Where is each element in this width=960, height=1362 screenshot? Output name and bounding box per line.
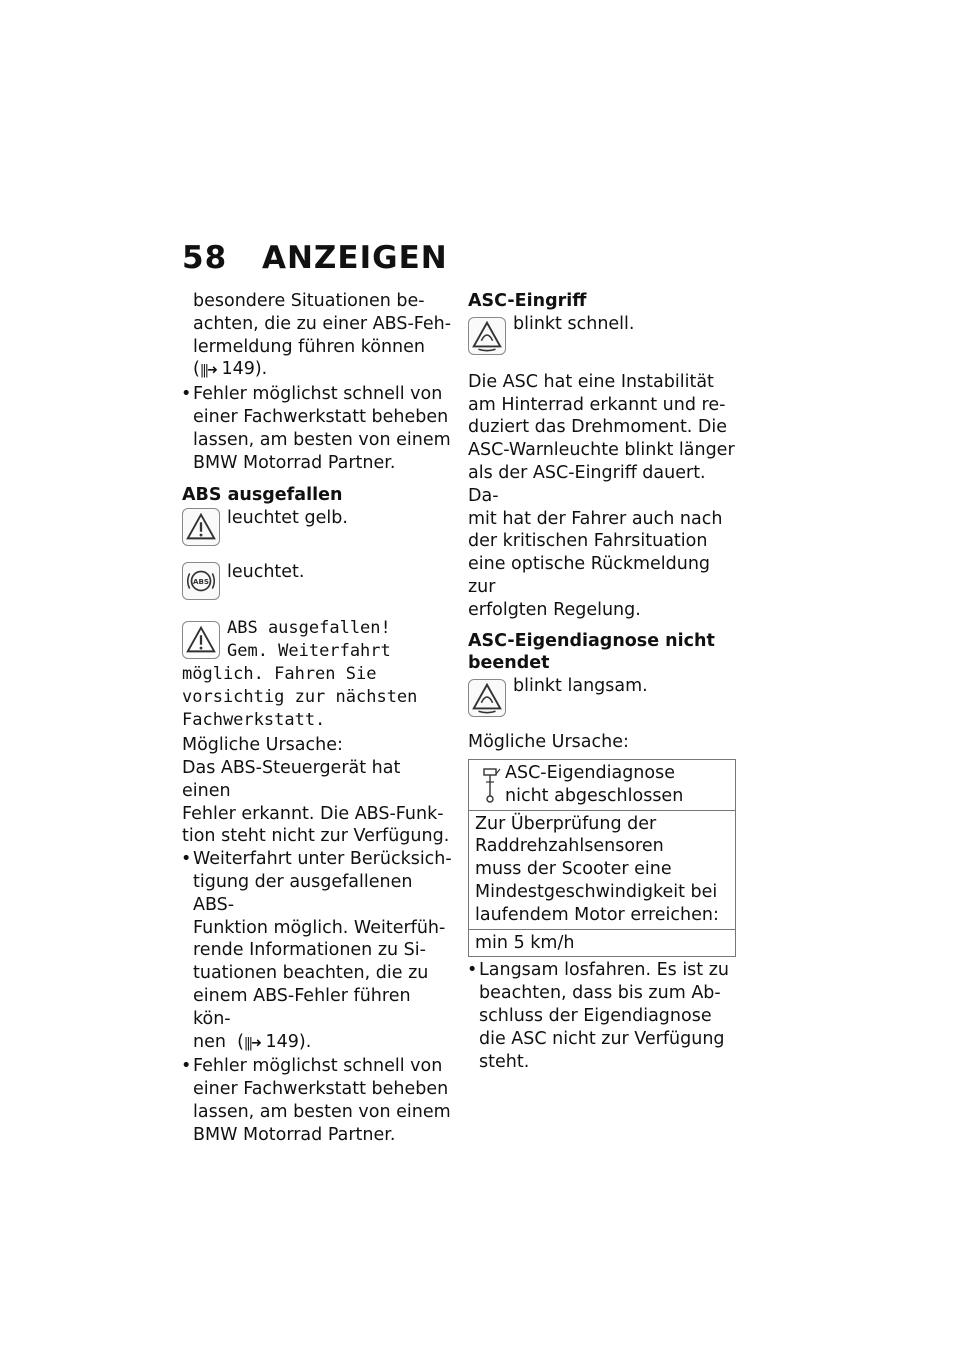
- list-item: • Fehler möglichst schnell von einer Fachwerkstatt beheben lassen, am besten von einem BMW Motorrad Partner.: [182, 383, 452, 474]
- diagnosis-light-row: [468, 675, 740, 721]
- cause-paragraph: Das ABS-Steuergerät hat einen Fehler erkannt. Die ABS-Funk- tion steht nicht zur Verfügung.: [182, 757, 450, 847]
- svg-text:ABS: ABS: [192, 577, 210, 587]
- warning-triangle-icon: [182, 508, 220, 546]
- asc-light-text: blinkt schnell.: [513, 313, 635, 334]
- asc-warning-icon: [468, 679, 506, 717]
- diagnosis-gauge-icon: [481, 766, 501, 804]
- page-reference[interactable]: nen (|||➜ 149).: [193, 1031, 452, 1056]
- right-column: [468, 290, 740, 1073]
- page-number: 58: [182, 240, 228, 276]
- page-reference-arrow-icon: |||➜: [199, 363, 216, 379]
- diagnosis-heading: ASC-Eigendiagnose nicht beendet: [468, 630, 715, 674]
- cause-label: Mögliche Ursache:: [468, 732, 629, 753]
- warning-light-row: [182, 507, 452, 549]
- text-line: lermeldung führen können: [193, 336, 425, 357]
- list-item: • Langsam losfahren. Es ist zu beachten, dass bis zum Ab- schluss der Eigendiagnose die ASC nicht zur Verfügung steht.: [468, 959, 740, 1073]
- table-value-cell: min 5 km/h: [469, 929, 736, 957]
- asc-description: Die ASC hat eine Instabilität am Hinterrad erkannt und re- duziert das Drehmoment. Die ASC-Warnleuchte blinkt länger als der ASC-Eingriff dauert. Da- mit hat der Fahrer auch nach der kritischen Fahrsituation eine optische Rückmeldung zur erfolgten Regelung.: [468, 371, 735, 620]
- page-reference[interactable]: (|||➜ 149).: [193, 358, 452, 383]
- abs-heading: ABS ausgefallen: [182, 485, 343, 506]
- asc-light-row: [468, 313, 740, 359]
- intro-paragraph: [182, 290, 452, 383]
- diagnosis-info-table: [468, 759, 736, 957]
- list-item: • Weiterfahrt unter Berücksich- tigung der ausgefallenen ABS- Funktion möglich. Weiterfüh- rende Informationen zu Si- tuationen beachten, die zu einem ABS-Fehler führen kön- nen (|||➜ 149).: [182, 848, 452, 1055]
- page-header: [182, 240, 448, 276]
- table-body-cell: Zur Überprüfung der Raddrehzahlsensoren muss der Scooter eine Mindestgeschwindigkeit bei laufendem Motor erreichen:: [469, 810, 736, 929]
- cause-label: Mögliche Ursache:: [182, 735, 343, 756]
- warning-light-text: leuchtet gelb.: [227, 508, 348, 529]
- abs-warning-icon: [182, 562, 220, 600]
- asc-heading: ASC-Eingriff: [468, 291, 587, 311]
- asc-warning-icon: [468, 317, 506, 355]
- abs-light-row: [182, 561, 452, 603]
- text-line: besondere Situationen be-: [193, 291, 425, 311]
- diagnosis-light-text: blinkt langsam.: [513, 676, 648, 697]
- table-header-cell: ASC-Eigendiagnose nicht abgeschlossen: [469, 759, 736, 810]
- list-item: • Fehler möglichst schnell von einer Fachwerkstatt beheben lassen, am besten von einem BMW Motorrad Partner.: [182, 1055, 452, 1146]
- text-line: achten, die zu einer ABS-Feh-: [193, 313, 452, 334]
- warning-triangle-icon: [182, 621, 220, 659]
- display-message: ABS ausgefallen! Gem. Weiterfahrt möglich. Fahren Sie vorsichtig zur nächsten Fachwerkstatt.: [182, 618, 418, 731]
- abs-light-text: leuchtet.: [227, 562, 305, 583]
- page-title: ANZEIGEN: [262, 240, 448, 276]
- page-reference-arrow-icon: |||➜: [243, 1035, 260, 1051]
- left-column: [182, 290, 452, 1147]
